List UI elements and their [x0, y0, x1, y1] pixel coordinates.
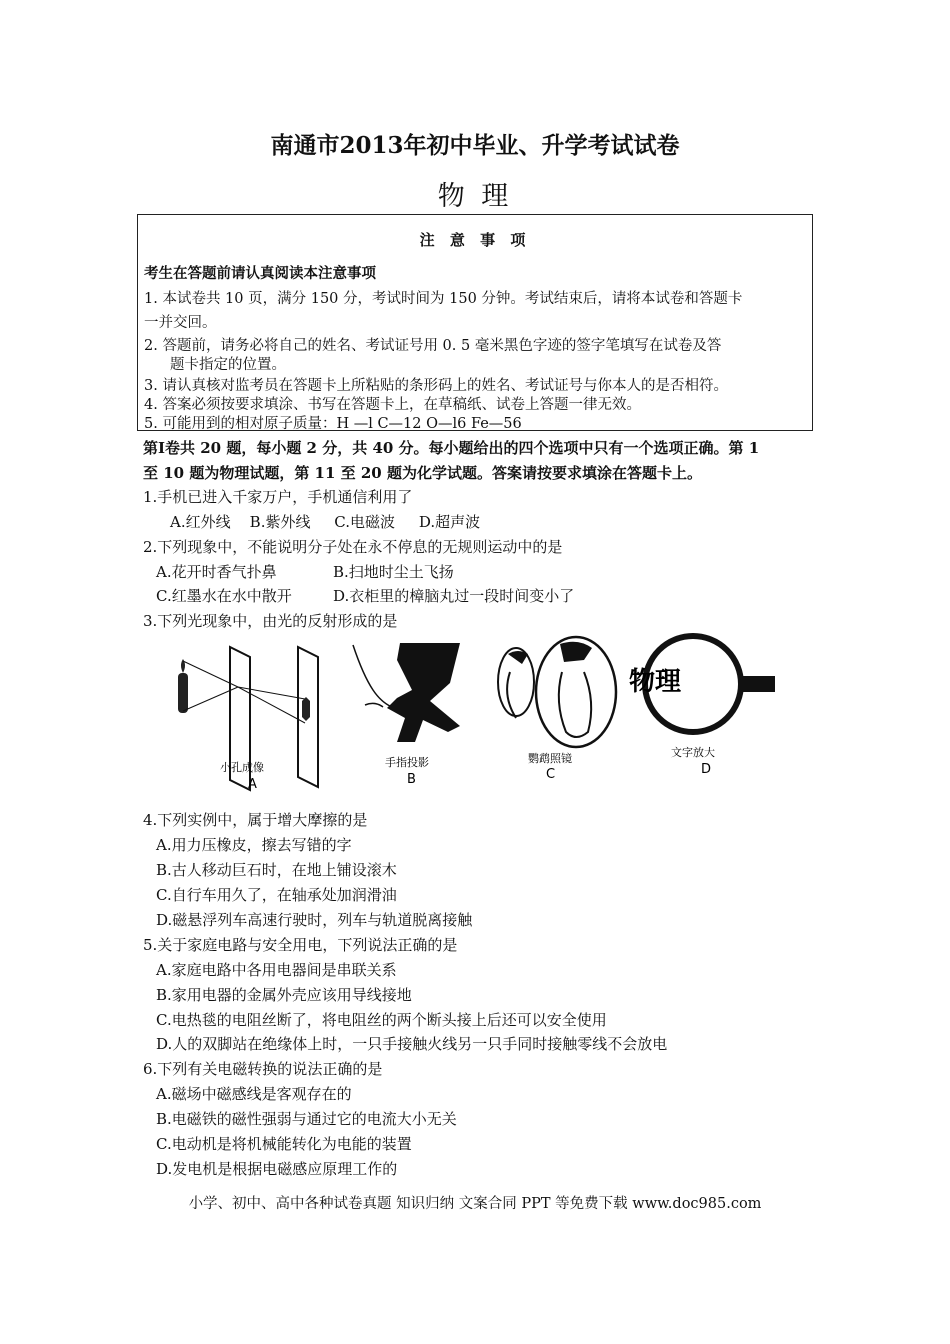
q1-stem: 1.手机已进入千家万户，手机通信利用了	[143, 488, 413, 506]
q5-option-d: D.人的双脚站在绝缘体上时，一只手接触火线另一只手同时接触零线不会放电	[156, 1035, 668, 1053]
q5-option-b: B.家用电器的金属外壳应该用导线接地	[156, 986, 412, 1004]
figure-a-letter: A	[248, 777, 257, 792]
notice-item-4: 4. 答案必须按要求填涂、书写在答题卡上，在草稿纸、试卷上答题一律无效。	[144, 397, 641, 413]
q5-stem: 5.关于家庭电路与安全用电，下列说法正确的是	[143, 936, 458, 954]
q4-option-d: D.磁悬浮列车高速行驶时，列车与轨道脱离接触	[156, 911, 473, 929]
figure-a-label: 小孔成像	[220, 761, 264, 774]
q4-option-a: A.用力压橡皮，擦去写错的字	[156, 836, 352, 854]
q6-option-d: D.发电机是根据电磁感应原理工作的	[156, 1160, 398, 1178]
exam-title: 南通市2013年初中毕业、升学考试试卷	[270, 132, 680, 159]
q1-options: A.红外线 B.紫外线 C.电磁波 D.超声波	[170, 513, 481, 531]
q2-option-a: A.花开时香气扑鼻	[156, 563, 277, 581]
figure-c-label: 鹦鹉照镜	[528, 752, 572, 765]
figure-magnifier	[625, 632, 780, 782]
figure-c-letter: C	[546, 767, 556, 782]
q6-option-c: C.电动机是将机械能转化为电能的装置	[156, 1135, 412, 1153]
q4-option-c: C.自行车用久了，在轴承处加润滑油	[156, 886, 397, 904]
notice-item-2-cont: 题卡指定的位置。	[170, 357, 286, 373]
magnified-text: 物理	[629, 667, 682, 697]
subject-title: 物 理	[437, 181, 513, 212]
q2-option-d: D.衣柜里的樟脑丸过一段时间变小了	[333, 587, 575, 605]
q6-option-b: B.电磁铁的磁性强弱与通过它的电流大小无关	[156, 1110, 457, 1128]
q5-option-a: A.家庭电路中各用电器间是串联关系	[156, 961, 397, 979]
figure-b-label: 手指投影	[385, 756, 429, 769]
notice-item-2: 2. 答题前，请务必将自己的姓名、考试证号用 0. 5 毫米黑色字迹的签字笔填写在试卷及答	[144, 338, 722, 354]
q6-option-a: A.磁场中磁感线是客观存在的	[156, 1085, 352, 1103]
q4-stem: 4.下列实例中，属于增大摩擦的是	[143, 811, 368, 829]
q3-stem: 3.下列光现象中，由光的反射形成的是	[143, 612, 398, 630]
notice-item-5: 5. 可能用到的相对原子质量：H —l C—12 O—l6 Fe—56	[144, 416, 522, 432]
q2-option-c: C.红墨水在水中散开	[156, 587, 292, 605]
figure-pinhole-imaging	[170, 635, 340, 805]
figure-d-label: 文字放大	[671, 746, 715, 759]
q2-option-b: B.扫地时尘土飞扬	[333, 563, 454, 581]
q2-stem: 2.下列现象中，不能说明分子处在永不停息的无规则运动中的是	[143, 538, 563, 556]
footer-note: 小学、初中、高中各种试卷真题 知识归纳 文案合同 PPT 等免费下载 www.doc985.com	[188, 1196, 762, 1212]
figure-b-letter: B	[407, 772, 416, 785]
notice-item-1-cont: 一并交回。	[144, 315, 217, 331]
figure-parrot-mirror	[480, 632, 620, 787]
figure-finger-shadow	[345, 635, 475, 785]
figure-d-letter: D	[701, 762, 712, 777]
notice-heading: 注 意 事 项	[419, 231, 531, 249]
section-instructions-line2: 至 10 题为物理试题，第 11 至 20 题为化学试题。答案请按要求填涂在答题卡上。	[143, 464, 702, 482]
notice-item-3: 3. 请认真核对监考员在答题卡上所粘贴的条形码上的姓名、考试证号与你本人的是否相符。	[144, 378, 728, 394]
q5-option-c: C.电热毯的电阻丝断了，将电阻丝的两个断头接上后还可以安全使用	[156, 1011, 607, 1029]
notice-intro: 考生在答题前请认真阅读本注意事项	[144, 265, 376, 282]
notice-item-1: 1. 本试卷共 10 页，满分 150 分，考试时间为 150 分钟。考试结束后，请将本试卷和答题卡	[144, 291, 743, 307]
section-instructions-line1: 第Ⅰ卷共 20 题，每小题 2 分，共 40 分。每小题给出的四个选项中只有一个选项正确。第 1	[143, 439, 760, 457]
q6-stem: 6.下列有关电磁转换的说法正确的是	[143, 1060, 383, 1078]
q4-option-b: B.古人移动巨石时，在地上铺设滚木	[156, 861, 397, 879]
